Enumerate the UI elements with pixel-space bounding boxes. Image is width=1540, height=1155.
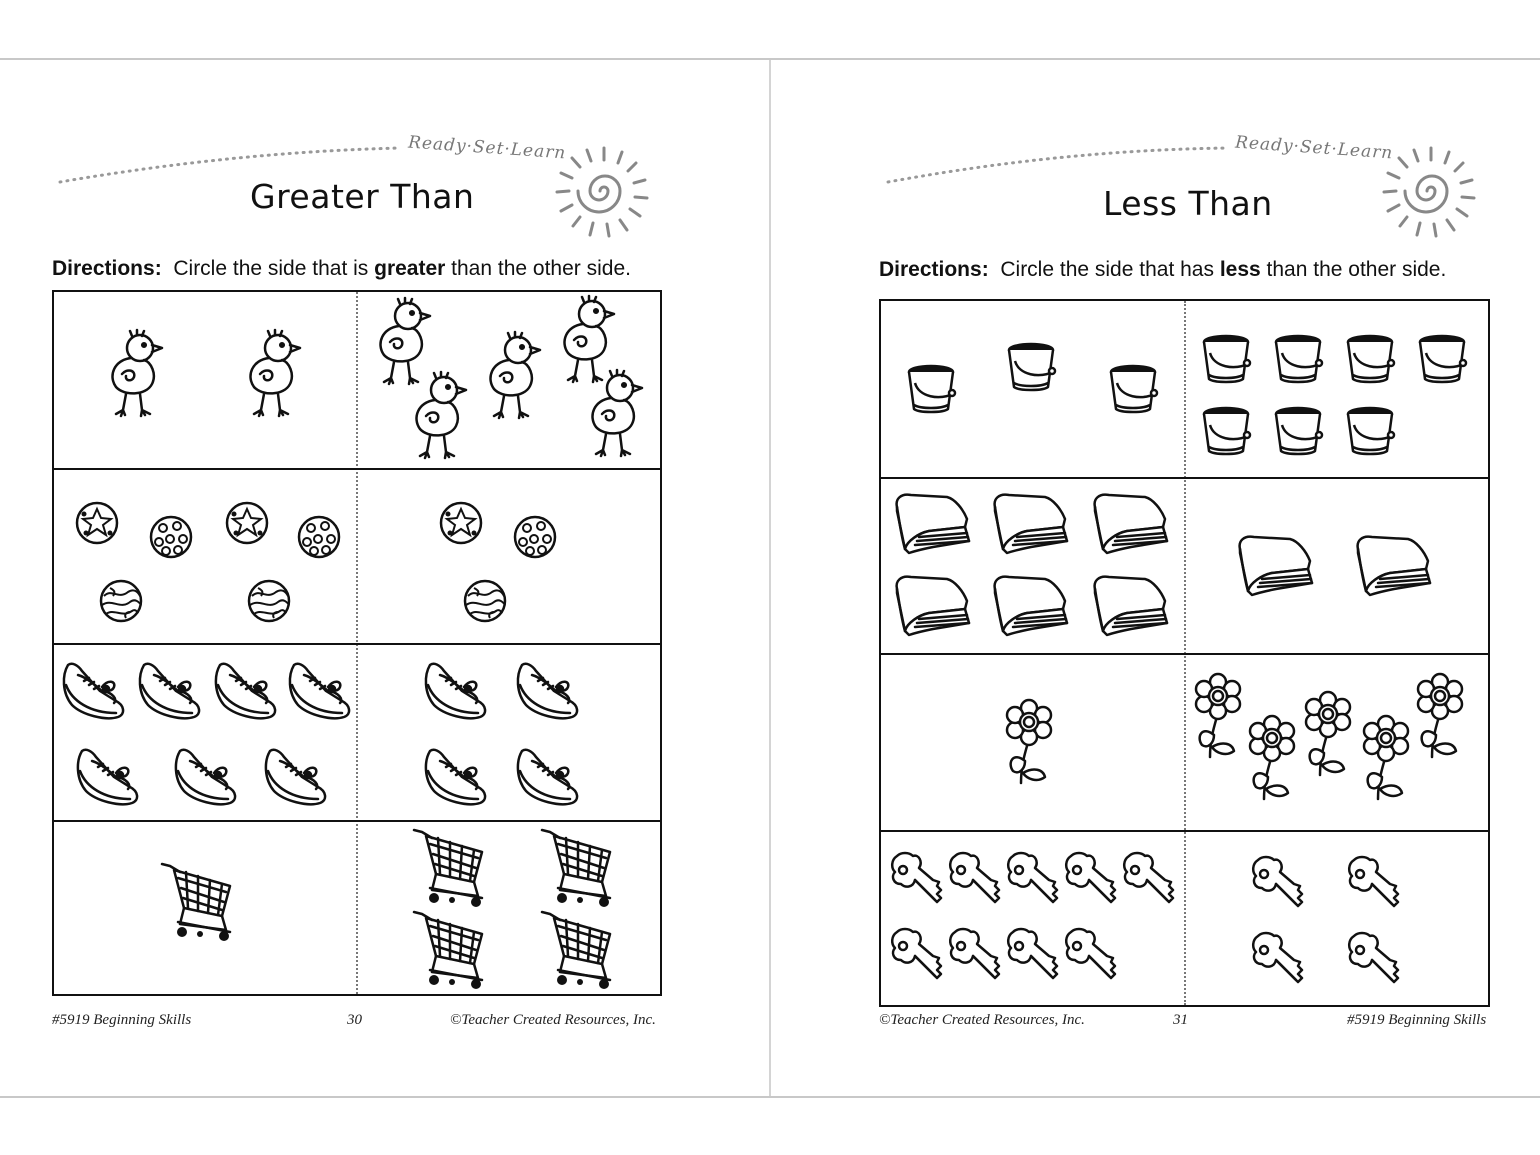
bucket-icon bbox=[1272, 333, 1324, 385]
comparison-row bbox=[881, 830, 1488, 1007]
shoe-icon bbox=[212, 657, 280, 723]
book-icon bbox=[1354, 533, 1434, 597]
directions-label: Directions: bbox=[52, 257, 162, 280]
comparison-row bbox=[54, 643, 660, 820]
shoe-icon bbox=[262, 743, 330, 809]
footer-left: ©Teacher Created Resources, Inc. bbox=[879, 1012, 1085, 1028]
left-cell-shoes[interactable] bbox=[54, 645, 356, 820]
worksheet-spread bbox=[0, 58, 1540, 1098]
sun-icon bbox=[1379, 138, 1483, 244]
bucket-icon bbox=[1107, 363, 1159, 415]
book-icon bbox=[991, 491, 1071, 555]
shoe-icon bbox=[422, 743, 490, 809]
left-cell-flowers[interactable] bbox=[881, 655, 1184, 830]
ball-icon bbox=[438, 500, 484, 546]
page-number: 30 bbox=[347, 1012, 362, 1028]
key-icon bbox=[1005, 928, 1065, 984]
directions-label: Directions: bbox=[879, 258, 989, 281]
key-icon bbox=[1005, 852, 1065, 908]
shoe-icon bbox=[422, 657, 490, 723]
shoe-icon bbox=[136, 657, 204, 723]
left-cell-carts[interactable] bbox=[54, 822, 356, 996]
ball-icon bbox=[74, 500, 120, 546]
book-icon bbox=[893, 573, 973, 637]
key-icon bbox=[1346, 856, 1406, 912]
comparison-row bbox=[881, 301, 1488, 477]
directions-text bbox=[52, 257, 631, 281]
directions-keyword: less bbox=[1219, 258, 1261, 281]
footer-right: #5919 Beginning Skills bbox=[1347, 1012, 1487, 1028]
left-cell-keys[interactable] bbox=[881, 832, 1184, 1007]
comparison-row bbox=[54, 292, 660, 468]
bucket-icon bbox=[1416, 333, 1468, 385]
bucket-icon bbox=[1344, 405, 1396, 457]
ball-icon bbox=[246, 578, 292, 624]
left-cell-books[interactable] bbox=[881, 479, 1184, 653]
cart-icon bbox=[412, 908, 490, 988]
key-icon bbox=[947, 928, 1007, 984]
directions-keyword: greater bbox=[374, 257, 446, 280]
key-icon bbox=[1121, 852, 1181, 908]
directions-before: Circle the side that is bbox=[173, 257, 369, 280]
comparison-row bbox=[881, 653, 1488, 830]
flower-icon bbox=[1246, 715, 1300, 807]
cart-icon bbox=[412, 826, 490, 906]
book-icon bbox=[991, 573, 1071, 637]
book-icon bbox=[1091, 573, 1171, 637]
key-icon bbox=[1250, 856, 1310, 912]
right-cell-balls[interactable] bbox=[358, 470, 660, 643]
key-icon bbox=[1063, 852, 1123, 908]
comparison-row bbox=[54, 820, 660, 996]
bucket-icon bbox=[1005, 341, 1057, 393]
key-icon bbox=[1250, 932, 1310, 988]
flower-icon bbox=[1360, 715, 1414, 807]
chick-icon bbox=[410, 372, 472, 460]
chick-icon bbox=[106, 330, 168, 418]
shoe-icon bbox=[60, 657, 128, 723]
book-icon bbox=[1091, 491, 1171, 555]
comparison-row bbox=[54, 468, 660, 643]
chick-icon bbox=[586, 370, 648, 458]
page-title: Greater Than bbox=[250, 177, 475, 216]
shoe-icon bbox=[286, 657, 354, 723]
right-cell-buckets[interactable] bbox=[1186, 301, 1488, 477]
footer-left: #5919 Beginning Skills bbox=[52, 1012, 192, 1028]
shoe-icon bbox=[172, 743, 240, 809]
cart-icon bbox=[540, 908, 618, 988]
left-page bbox=[0, 60, 769, 1096]
flower-icon bbox=[1302, 691, 1356, 783]
sun-icon bbox=[552, 138, 656, 244]
brand-text: Ready·Set·Learn bbox=[1234, 132, 1394, 164]
key-icon bbox=[1346, 932, 1406, 988]
directions-text bbox=[879, 258, 1446, 282]
bucket-icon bbox=[905, 363, 957, 415]
comparison-grid bbox=[879, 299, 1490, 1007]
directions-after: than the other side. bbox=[1266, 258, 1447, 281]
bucket-icon bbox=[1200, 333, 1252, 385]
right-cell-books[interactable] bbox=[1186, 479, 1488, 653]
right-cell-chicks[interactable] bbox=[358, 292, 660, 468]
directions-before: Circle the side that has bbox=[1000, 258, 1214, 281]
left-cell-chicks[interactable] bbox=[54, 292, 356, 468]
ball-icon bbox=[148, 514, 194, 560]
shoe-icon bbox=[74, 743, 142, 809]
cart-icon bbox=[160, 860, 238, 940]
shoe-icon bbox=[514, 657, 582, 723]
ball-icon bbox=[512, 514, 558, 560]
page-number: 31 bbox=[1173, 1012, 1188, 1028]
right-cell-flowers[interactable] bbox=[1186, 655, 1488, 830]
right-page bbox=[771, 60, 1540, 1096]
brand-text: Ready·Set·Learn bbox=[407, 132, 567, 164]
flower-icon bbox=[1414, 673, 1468, 765]
key-icon bbox=[947, 852, 1007, 908]
ball-icon bbox=[98, 578, 144, 624]
page-title: Less Than bbox=[1103, 184, 1273, 223]
ball-icon bbox=[462, 578, 508, 624]
flower-icon bbox=[1192, 673, 1246, 765]
comparison-grid bbox=[52, 290, 662, 996]
bucket-icon bbox=[1272, 405, 1324, 457]
ball-icon bbox=[224, 500, 270, 546]
book-icon bbox=[1236, 533, 1316, 597]
right-cell-carts[interactable] bbox=[358, 822, 660, 996]
right-cell-shoes[interactable] bbox=[358, 645, 660, 820]
directions-after: than the other side. bbox=[451, 257, 631, 280]
left-cell-balls[interactable] bbox=[54, 470, 356, 643]
bucket-icon bbox=[1344, 333, 1396, 385]
bucket-icon bbox=[1200, 405, 1252, 457]
chick-icon bbox=[244, 330, 306, 418]
dotted-arc bbox=[883, 140, 1233, 190]
key-icon bbox=[889, 852, 949, 908]
cart-icon bbox=[540, 826, 618, 906]
footer-right: ©Teacher Created Resources, Inc. bbox=[450, 1012, 656, 1028]
flower-icon bbox=[1003, 699, 1057, 791]
comparison-row bbox=[881, 477, 1488, 653]
key-icon bbox=[1063, 928, 1123, 984]
left-cell-buckets[interactable] bbox=[881, 301, 1184, 477]
chick-icon bbox=[484, 332, 546, 420]
right-cell-keys[interactable] bbox=[1186, 832, 1488, 1007]
shoe-icon bbox=[514, 743, 582, 809]
key-icon bbox=[889, 928, 949, 984]
book-icon bbox=[893, 491, 973, 555]
ball-icon bbox=[296, 514, 342, 560]
